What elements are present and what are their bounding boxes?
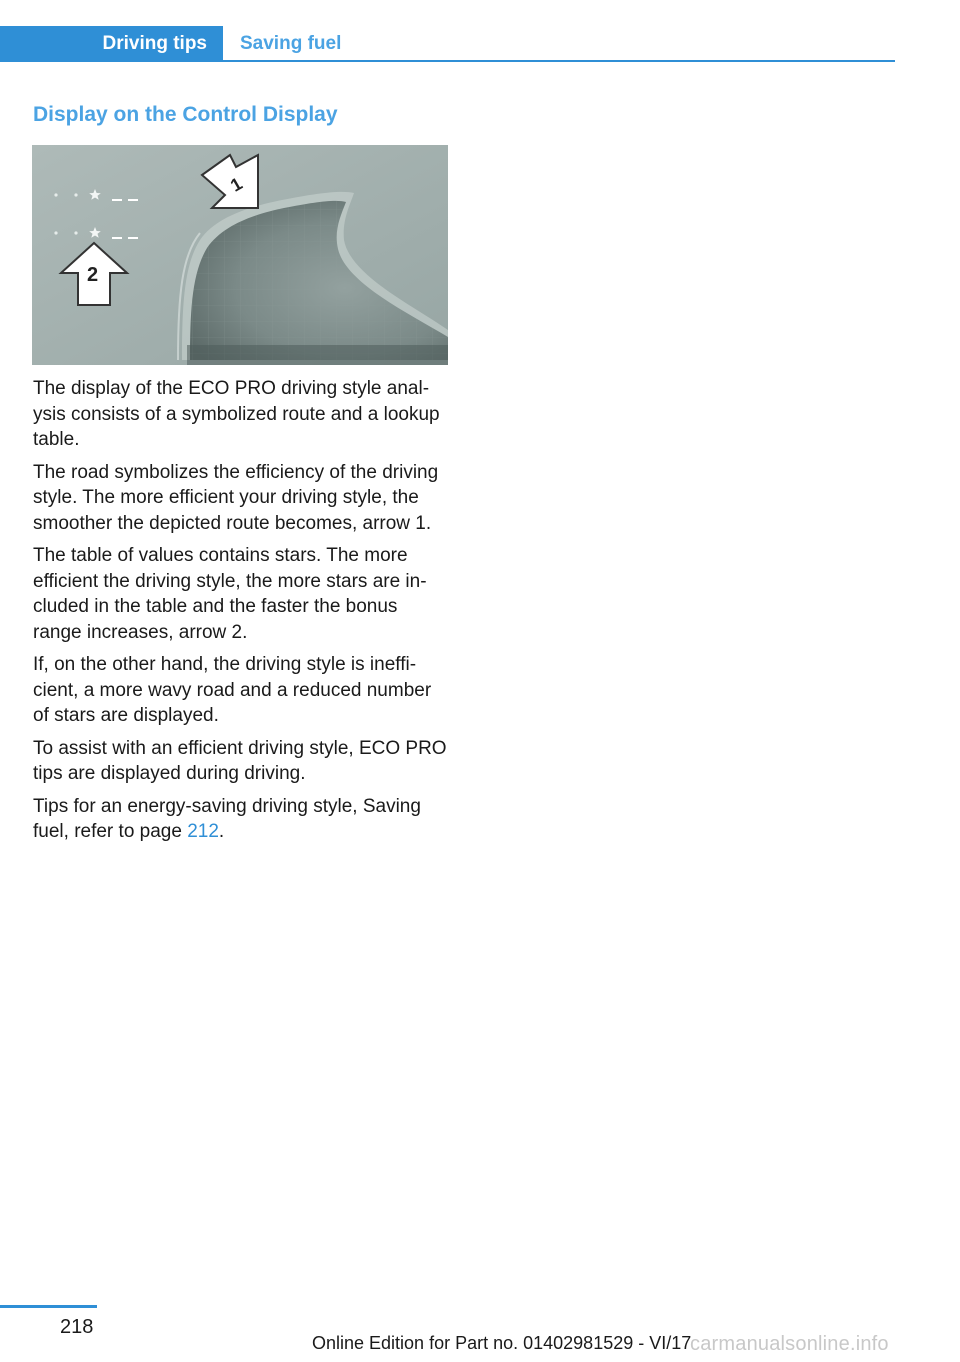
dash-mark	[128, 237, 138, 239]
footer-divider	[0, 1305, 97, 1308]
star-dot	[54, 231, 57, 234]
dash-mark	[112, 237, 122, 239]
paragraph-end: .	[218, 821, 225, 842]
paragraph-text: Tips for an energy-saving driving style, Saving fuel, refer to page	[33, 795, 421, 842]
tab-saving-fuel[interactable]: Saving fuel	[240, 33, 342, 54]
paragraph: The road symbolizes the efficiency of the driving style. The more efficient your driving style, the smoother the depicted route becomes, arrow 1.	[33, 461, 439, 534]
section-title: Display on the Control Display	[33, 103, 338, 126]
arrow-2-label: 2	[87, 264, 99, 286]
page-header	[0, 26, 895, 62]
paragraph-with-link	[33, 794, 451, 845]
dash-mark	[128, 199, 138, 201]
star-dot	[54, 193, 57, 196]
paragraph: The display of the ECO PRO driving style analysis consists of a symbolized route and a lookup table.	[33, 378, 440, 450]
arrow-1-label: 1	[227, 173, 246, 196]
road-shadow	[187, 345, 448, 365]
tab-driving-tips[interactable]: Driving tips	[0, 26, 223, 62]
edition-text: Online Edition for Part no. 01402981529 - VI/17	[312, 1333, 692, 1353]
control-display-figure	[32, 145, 448, 365]
page-number: 218	[60, 1316, 94, 1338]
paragraph: If, on the other hand, the driving style is inefficient, a more wavy road and a reduced number of stars are displayed.	[33, 654, 432, 726]
page-reference-link[interactable]: 212	[187, 821, 219, 842]
paragraph: To assist with an efficient driving style, ECO PRO tips are displayed during driving.	[33, 737, 447, 784]
header-divider	[0, 60, 895, 62]
star-dot	[74, 231, 77, 234]
paragraph: The table of values contains stars. The more efficient the driving style, the more stars are included in the table and the faster the bonus range increases, arrow 2.	[33, 545, 427, 643]
star-dot	[74, 193, 77, 196]
watermark: carmanualsonline.info	[690, 1333, 889, 1355]
dash-mark	[112, 199, 122, 201]
body-text	[33, 376, 451, 852]
